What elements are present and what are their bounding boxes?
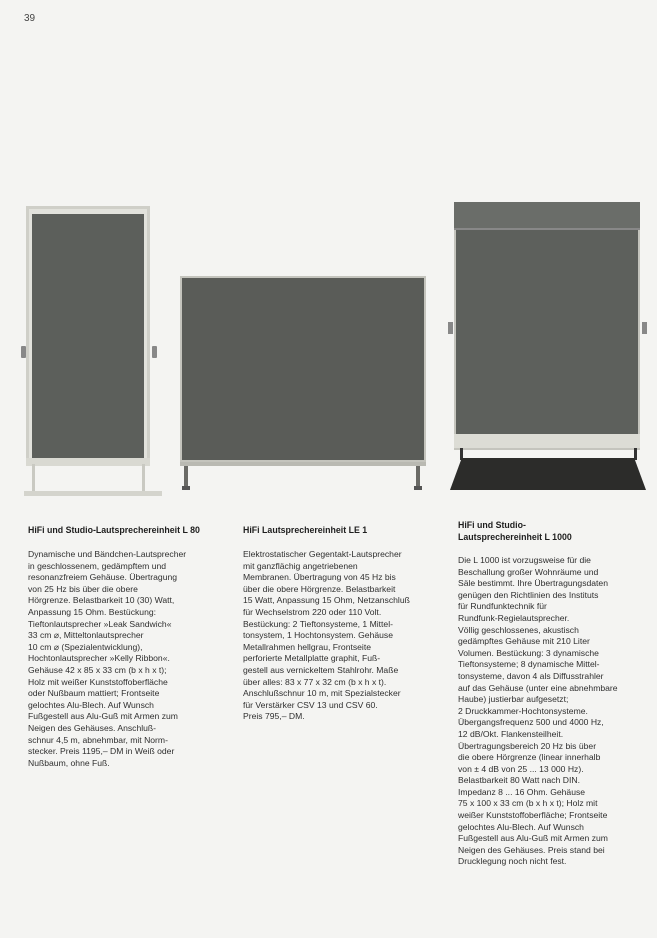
product-title: HiFi Lautsprechereinheit LE 1 [243, 525, 368, 535]
speaker-panel [180, 276, 426, 462]
stand-leg-left [184, 466, 188, 488]
speaker-grille [32, 214, 144, 458]
speaker-cabinet [454, 202, 640, 450]
speaker-hood [454, 202, 640, 230]
stand-post-right [634, 448, 637, 460]
stand-leg-right [416, 466, 420, 488]
speaker-l1000-image [446, 200, 652, 496]
product-title: HiFi und Studio-Lautsprechereinheit L 80 [28, 525, 200, 535]
product-description: Dynamische und Bändchen-Lautsprecher in geschlossenem, gedämpftem und resonanzfreiem Gehäuse. Übertragung von 25 Hz bis über die obere Hörgrenze. Belastbarkeit 10 (30) Watt, Anpassung 15 Ohm. Bestückung: Tieftonlautsprecher »Leak Sandwich« 33 cm ⌀, Mitteltonlautsprecher 10 cm ⌀ (Spezialentwicklung), Hochtonlautsprecher »Kelly Ribbon«. Gehäuse 42 x 85 x 33 cm (b x h x t); Holz mit weißer Kunststoffoberfläche oder Nußbaum mattiert; Frontseite gelochtes Alu-Blech. Auf Wunsch Fußgestell aus Alu-Guß mit Armen zum Neigen des Gehäuses. Anschluß- schnur 4,5 m, abnehmbar, mit Norm- stecker. Preis 1195,– DM in Weiß oder Nußbaum, ohne Fuß. [28, 549, 187, 768]
speaker-base-strip [454, 434, 640, 448]
stand-base [450, 458, 646, 490]
pivot-knob-left [448, 322, 453, 334]
pivot-knob-right [152, 346, 157, 358]
speaker-le1-image [180, 276, 428, 496]
product-description: Die L 1000 ist vorzugsweise für die Beschallung großer Wohnräume und Säle bestimmt. Ihre Übertragungsdaten genügen den Richtlinien des Instituts für Rundfunktechnik für Rundfunk-Regielautsprecher. Völlig geschlossenes, akustisch gedämpftes Gehäuse mit 210 Liter Volumen. Bestückung: 3 dynamische Tieftonsysteme; 8 dynamische Mittel- tonsysteme, davon 4 als Diffusstrahler auf das Gehäuse (unter eine abnehmbare Haube) justierbar aufgesetzt; 2 Druckkammer-Hochtonsysteme. Übergangsfrequenz 500 und 4000 Hz, 12 dB/Okt. Flankensteilheit. Übertragungsbereich 20 Hz bis über die obere Hörgrenze (linear innerhalb von ± 4 dB von 25 ... 13 000 Hz). Belastbarkeit 80 Watt nach DIN. Impedanz 8 ... 16 Ohm. Gehäuse 75 x 100 x 33 cm (b x h x t); Holz mit weißer Kunststoffoberfläche; Frontseite gelochtes Alu-Blech. Auf Wunsch Fußgestell aus Alu-Guß mit Armen zum Neigen des Gehäuses. Preis stand bei Drucklegung noch nicht fest. [458, 555, 618, 867]
stand-arm-right [142, 464, 145, 494]
stand-foot-left [182, 486, 190, 490]
speaker-l80-image [22, 206, 162, 500]
speaker-rail [180, 462, 426, 466]
stand-arm-left [32, 464, 35, 494]
stand-foot [24, 491, 162, 496]
page-number: 39 [24, 13, 36, 24]
pivot-knob-left [21, 346, 26, 358]
speaker-bottom-strip [26, 458, 150, 466]
product-title: HiFi und Studio- Lautsprechereinheit L 1000 [458, 520, 572, 542]
stand-foot-right [414, 486, 422, 490]
pivot-knob-right [642, 322, 647, 334]
product-description: Elektrostatischer Gegentakt-Lautsprecher mit ganzflächig angetriebenen Membranen. Übertragung von 45 Hz bis über die obere Hörgrenze. Belastbarkeit 15 Watt, Anpassung 15 Ohm, Netzanschluß für Wechselstrom 220 oder 110 Volt. Bestückung: 2 Tieftonsysteme, 1 Mittel- tonsystem, 1 Hochtonsystem. Gehäuse Metallrahmen hellgrau, Frontseite perforierte Metallplatte graphit, Fuß- gestell aus vernickeltem Stahlrohr. Maße über alles: 83 x 77 x 32 cm (b x h x t). Anschlußschnur 10 m, mit Spezialstecker für Verstärker CSV 13 und CSV 60. Preis 795,– DM. [243, 549, 410, 722]
